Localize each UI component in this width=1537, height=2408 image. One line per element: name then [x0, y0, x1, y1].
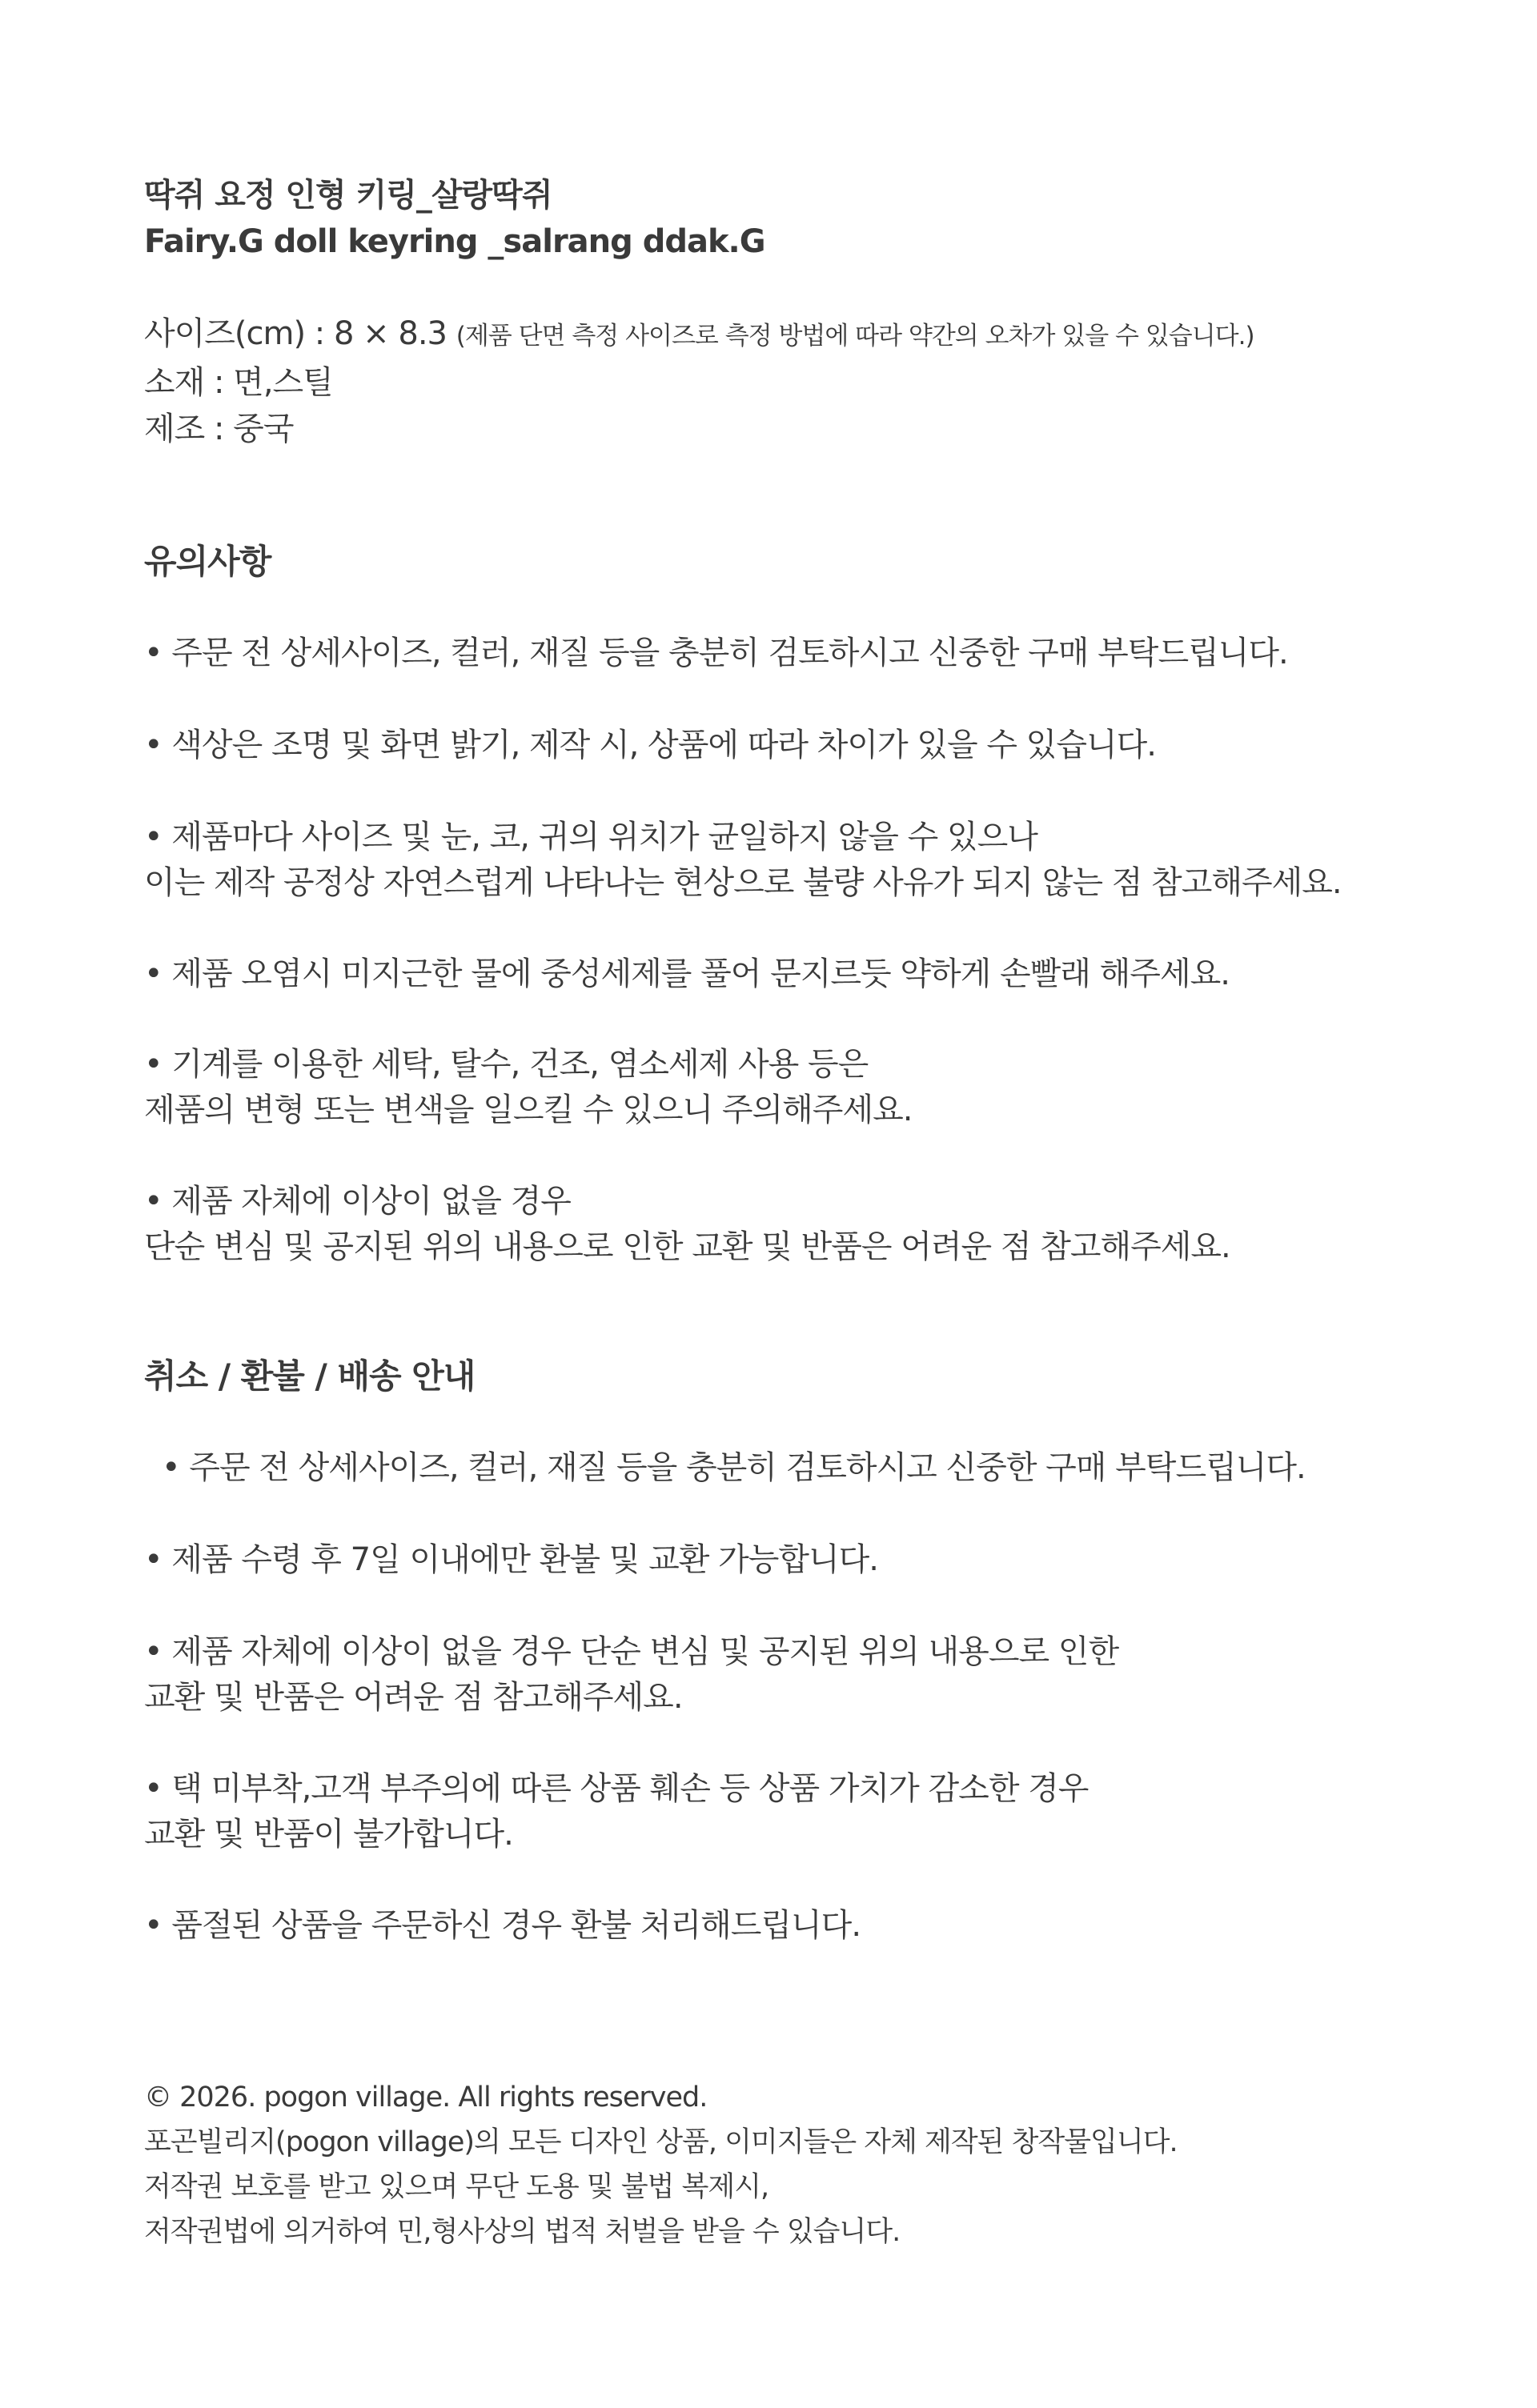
- refund-item: [144, 1537, 878, 1583]
- caution-item: [144, 952, 1230, 997]
- caution-heading: 유의사항: [144, 542, 271, 581]
- caution-item-line: 제품의 변형 또는 변색을 일으킬 수 있으니 주의해주세요.: [144, 1092, 913, 1128]
- caution-item: [144, 723, 1156, 768]
- refund-item: [144, 1766, 1088, 1857]
- refund-item-line: 교환 및 반품이 불가합니다.: [144, 1816, 513, 1853]
- copyright-footer: [144, 2075, 1178, 2254]
- caution-item-line: • 주문 전 상세사이즈, 컬러, 재질 등을 충분히 검토하시고 신중한 구매 부탁드립니다.: [144, 635, 1288, 671]
- caution-item-line: • 제품 오염시 미지근한 물에 중성세제를 풀어 문지르듯 약하게 손빨래 해주세요.: [144, 956, 1230, 992]
- caution-item-line: • 제품 자체에 이상이 없을 경우: [144, 1183, 571, 1220]
- refund-item-line: • 제품 수령 후 7일 이내에만 환불 및 교환 가능합니다.: [144, 1541, 878, 1578]
- caution-item-line: 단순 변심 및 공지된 위의 내용으로 인한 교환 및 반품은 어려운 점 참고해주세요.: [144, 1228, 1230, 1265]
- refund-item-line: • 택 미부착,고객 부주의에 따른 상품 훼손 등 상품 가치가 감소한 경우: [144, 1770, 1089, 1807]
- caution-item-line: • 색상은 조명 및 화면 밝기, 제작 시, 상품에 따라 차이가 있을 수 있습니다.: [144, 727, 1156, 763]
- product-title-english: Fairy.G doll keyring _salrang ddak.G: [144, 223, 765, 260]
- caution-item: [144, 1042, 912, 1133]
- caution-item: [144, 631, 1288, 676]
- product-title: [144, 172, 765, 265]
- product-specs: [144, 311, 1254, 452]
- footer-line: 포곤빌리지(pogon village)의 모든 디자인 상품, 이미지들은 자체 제작된 창작물입니다.: [144, 2126, 1178, 2158]
- refund-item-line: • 제품 자체에 이상이 없을 경우 단순 변심 및 공지된 위의 내용으로 인한: [144, 1633, 1119, 1670]
- caution-item-line: • 기계를 이용한 세탁, 탈수, 건조, 염소세제 사용 등은: [144, 1046, 869, 1083]
- caution-item-line: 이는 제작 공정상 자연스럽게 나타나는 현상으로 불량 사유가 되지 않는 점 참고해주세요.: [144, 864, 1342, 901]
- spec-size-label: 사이즈(cm) : 8 × 8.3: [144, 315, 447, 352]
- caution-item: [144, 815, 1342, 906]
- refund-item-line: 교환 및 반품은 어려운 점 참고해주세요.: [144, 1679, 683, 1716]
- spec-material: 소재 : 면,스틸: [144, 364, 333, 401]
- footer-line: 저작권법에 의거하여 민,형사상의 법적 처벌을 받을 수 있습니다.: [144, 2216, 901, 2248]
- caution-item: [144, 1179, 1230, 1270]
- spec-origin: 제조 : 중국: [144, 411, 294, 447]
- copyright-line: © 2026. pogon village. All rights reserved.: [144, 2081, 708, 2114]
- caution-item-line: • 제품마다 사이즈 및 눈, 코, 귀의 위치가 균일하지 않을 수 있으나: [144, 819, 1037, 855]
- refund-item: [144, 1629, 1118, 1721]
- refund-item: [144, 1903, 861, 1949]
- spec-size-note: (제품 단면 측정 사이즈로 측정 방법에 따라 약간의 오차가 있을 수 있습니다.): [455, 322, 1254, 351]
- refund-heading: 취소 / 환불 / 배송 안내: [144, 1356, 476, 1396]
- footer-line: 저작권 보호를 받고 있으며 무단 도용 및 불법 복제시,: [144, 2171, 769, 2203]
- refund-item: [162, 1445, 1306, 1491]
- product-title-korean: 딱쥐 요정 인형 키링_살랑딱쥐: [144, 177, 552, 214]
- refund-item-line: • 품절된 상품을 주문하신 경우 환불 처리해드립니다.: [144, 1907, 861, 1944]
- spec-size: [144, 311, 1254, 359]
- refund-item-line: • 주문 전 상세사이즈, 컬러, 재질 등을 충분히 검토하시고 신중한 구매 부탁드립니다.: [162, 1449, 1306, 1486]
